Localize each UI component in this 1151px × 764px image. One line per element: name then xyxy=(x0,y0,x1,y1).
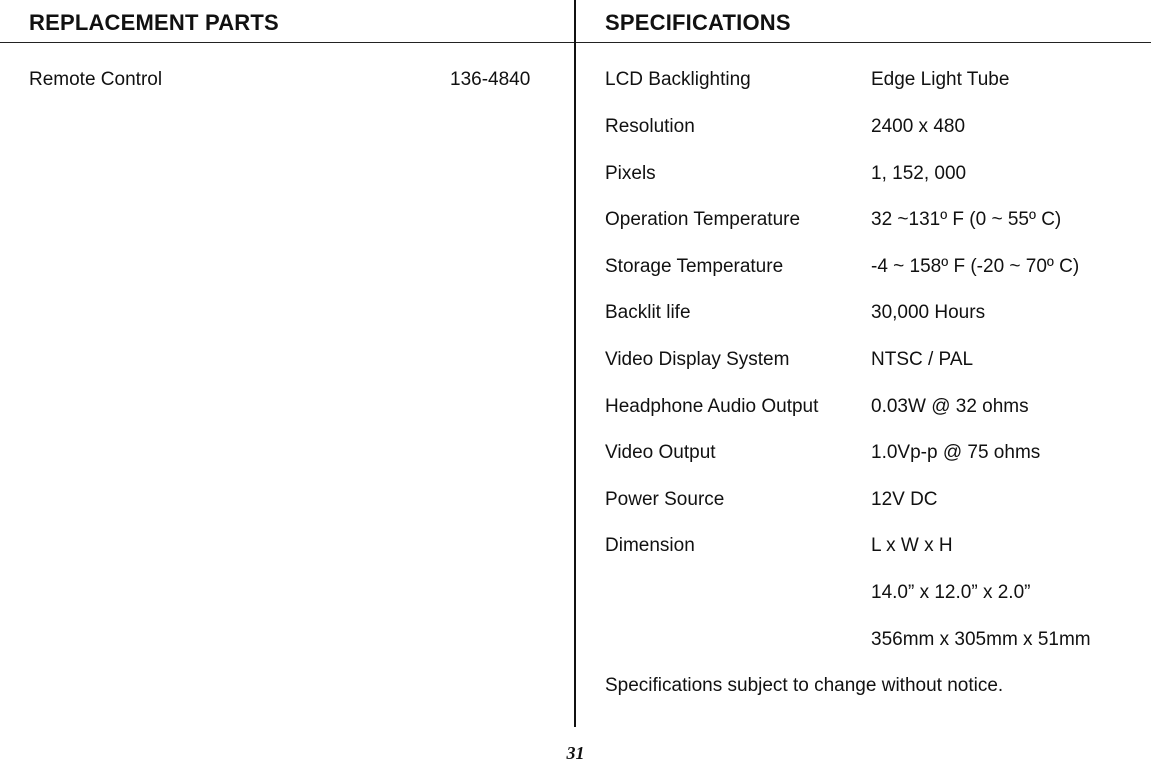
spec-value: 356mm x 305mm x 51mm xyxy=(871,629,1091,650)
spec-label: Headphone Audio Output xyxy=(605,396,819,417)
spec-value: 1, 152, 000 xyxy=(871,163,967,184)
spec-value: Edge Light Tube xyxy=(871,69,1010,90)
spec-label: Pixels xyxy=(605,163,656,184)
spec-value: 30,000 Hours xyxy=(871,302,986,323)
spec-value: 14.0” x 12.0” x 2.0” xyxy=(871,582,1031,603)
spec-label: Dimension xyxy=(605,535,695,556)
spec-value: 12V DC xyxy=(871,489,938,510)
spec-value: 2400 x 480 xyxy=(871,116,966,137)
spec-label: Video Output xyxy=(605,442,716,463)
spec-label: Operation Temperature xyxy=(605,209,801,230)
spec-label: Video Display System xyxy=(605,349,790,370)
spec-value: 0.03W @ 32 ohms xyxy=(871,396,1029,417)
specifications-heading: SPECIFICATIONS xyxy=(605,10,791,35)
spec-value: L x W x H xyxy=(871,535,953,556)
replacement-part-name: Remote Control xyxy=(29,69,163,90)
replacement-part-number: 136-4840 xyxy=(450,69,531,90)
spec-label: Storage Temperature xyxy=(605,256,784,277)
spec-label: Resolution xyxy=(605,116,695,137)
spec-note: Specifications subject to change without notice. xyxy=(605,675,1004,696)
spec-value: NTSC / PAL xyxy=(871,349,974,370)
spec-value: 32 ~131º F (0 ~ 55º C) xyxy=(871,209,1062,230)
page-number: 31 xyxy=(566,743,585,763)
column-divider xyxy=(574,0,576,727)
spec-label: Backlit life xyxy=(605,302,691,323)
spec-value: -4 ~ 158º F (-20 ~ 70º C) xyxy=(871,256,1080,277)
spec-label: LCD Backlighting xyxy=(605,69,751,90)
replacement-parts-heading: REPLACEMENT PARTS xyxy=(29,10,279,35)
spec-label: Power Source xyxy=(605,489,725,510)
spec-value: 1.0Vp-p @ 75 ohms xyxy=(871,442,1041,463)
